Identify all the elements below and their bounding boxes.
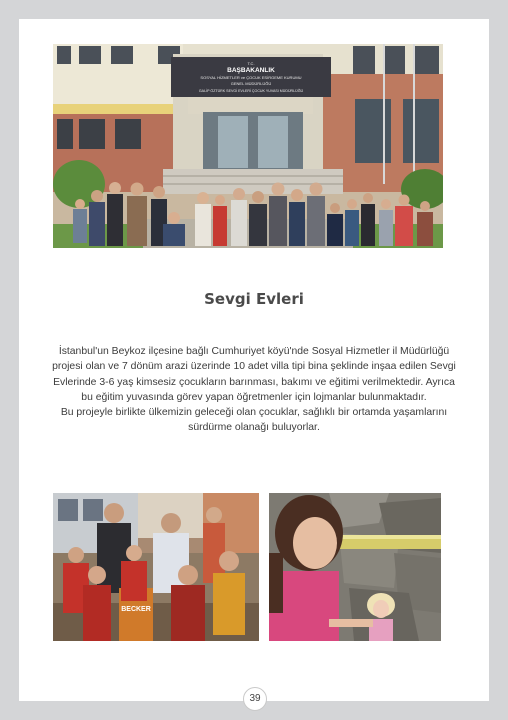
paragraph-2: Bu projeyle birlikte ülkemizin geleceği olan çocuklar, sağlıklı bir ortamda yaşamlarını sürdürme olanağı buluyorlar. xyxy=(60,407,448,434)
document-page xyxy=(19,19,489,704)
girl-with-doll-illustration xyxy=(269,493,441,641)
sign-text-3: SOSYAL HİZMETLER ve ÇOCUK ESİRGEME KURUMU xyxy=(200,75,302,80)
building-group-photo xyxy=(53,44,443,248)
jersey-text: BECKER xyxy=(121,606,151,613)
sign-text-1: T.C. xyxy=(247,61,255,66)
children-football-photo xyxy=(53,493,259,641)
sign-text-2: BAŞBAKANLIK xyxy=(227,67,275,74)
building-group-illustration xyxy=(53,44,443,248)
sign-text-4: GENEL MÜDÜRLÜĞÜ xyxy=(230,81,272,86)
section-title: Sevgi Evleri xyxy=(204,290,304,308)
children-football-illustration xyxy=(53,493,259,641)
paragraph-1: İstanbul'un Beykoz ilçesine bağlı Cumhuriyet köyü'nde Sosyal Hizmetler il Müdürlüğü projesi olan ve 7 dönüm arazi üzerinde 10 adet villa tipi bina şeklinde inşaa edilen Sevgi Evlerinde 3-6 yaş kimsesiz çocukların barınması, bakımı ve eğitimi verilmektedir. Ayrıca bu eğitim yuvasında görev yapan öğretmenler için lojmanlar bulunmaktadır. xyxy=(52,346,456,403)
body-text xyxy=(49,344,459,436)
sign-text-5: GALİP ÖZTÜRK SEVGİ EVLERİ ÇOCUK YUVASI MÜDÜRLÜĞÜ xyxy=(198,89,304,93)
page-number: 39 xyxy=(243,687,267,711)
girl-with-doll-photo xyxy=(269,493,441,641)
